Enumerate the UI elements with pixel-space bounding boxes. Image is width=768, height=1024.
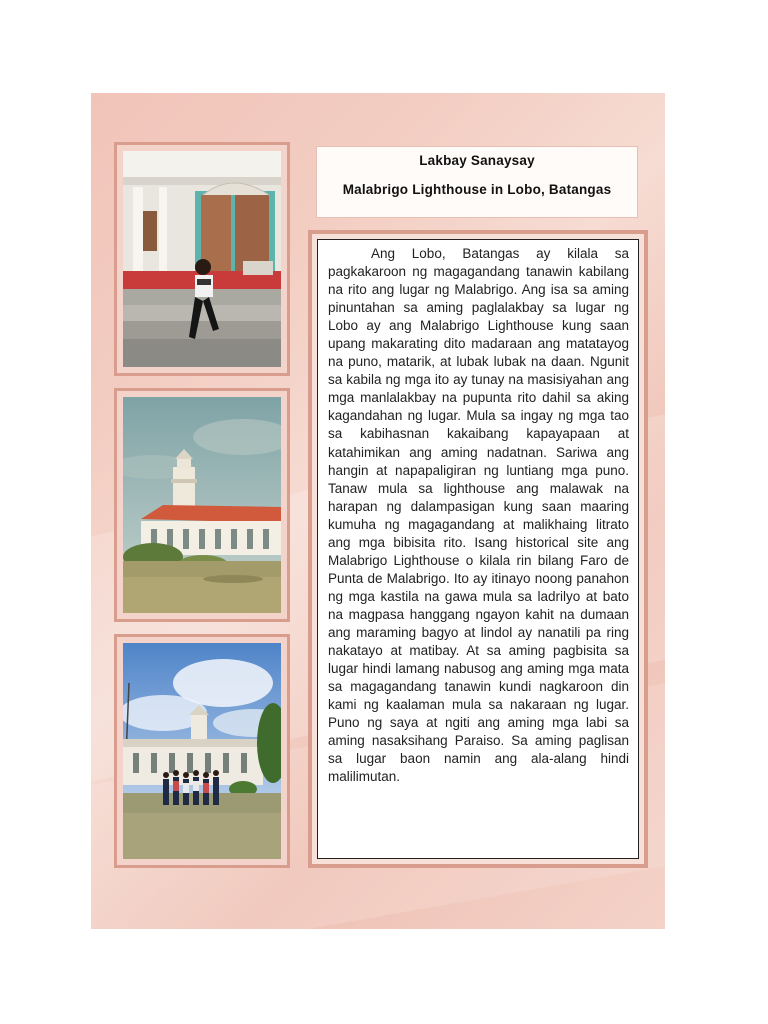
photo-frame-3 xyxy=(114,634,290,868)
title-heading: Lakbay Sanaysay xyxy=(419,153,535,168)
photo-frame-2 xyxy=(114,388,290,622)
title-box xyxy=(316,146,638,218)
photo-woman-on-steps xyxy=(123,151,281,367)
essay-paragraph: Ang Lobo, Batangas ay kilala sa pagkakaroon ng magagandang tanawin kabilang na rito ang lugar ng Malabrigo. Ang isa sa aming pinuntahan sa aming paglalakbay sa lugar ng Lobo ay ang Malabrigo Lighthouse kung saan upang makarating dito madaraan ang matatayog na puno, matarik, at lubak lubak na daan. Ngunit sa kabila ng mga ito ay tunay na masisiyahan ang mga manlalakbay na pupunta rito dahil sa aking kagandahan ng lugar. Mula sa ingay ng mga tao sa kabihasnan kakaibang kapayapaan at katahimikan ang aming nadatnan. Sariwa ang hangin at napapaligiran ng luntiang mga puno. Tanaw mula sa lighthouse ang malawak na harapan ng dalampasigan kung saan maaring kumuha ng magagandang at malikhaing litrato ang mga bibisita rito. Isang historical site ang Malabrigo Lighthouse o kilala rin bilang Faro de Punta de Malabrigo. Ito ay itinayo noong panahon ng mga kastila na gawa mula sa ladrilyo at bato na magpasa hanggang ngayon kahit na dumaan ang maraming bagyo at lindol ay nanatili pa ring nakatayo at matibay. At sa aming pagbisita sa lugar hindi lamang nabusog ang aming mga mata sa magagandang tanawin kundi nagkaroon din kami ng kaalaman mula sa nakaraan ng lugar. Puno ng saya at ngiti ang aming mga labi sa aming nasaksihang Paraiso. Sa aming paglisan sa lugar baon namin ang ala-alang hindi malilimutan. xyxy=(328,246,629,785)
essay-frame xyxy=(308,230,648,868)
essay-box xyxy=(317,239,639,859)
photo-group-at-lighthouse xyxy=(123,643,281,859)
title-subheading: Malabrigo Lighthouse in Lobo, Batangas xyxy=(342,182,612,197)
photo-frame-1 xyxy=(114,142,290,376)
photo-lighthouse xyxy=(123,397,281,613)
